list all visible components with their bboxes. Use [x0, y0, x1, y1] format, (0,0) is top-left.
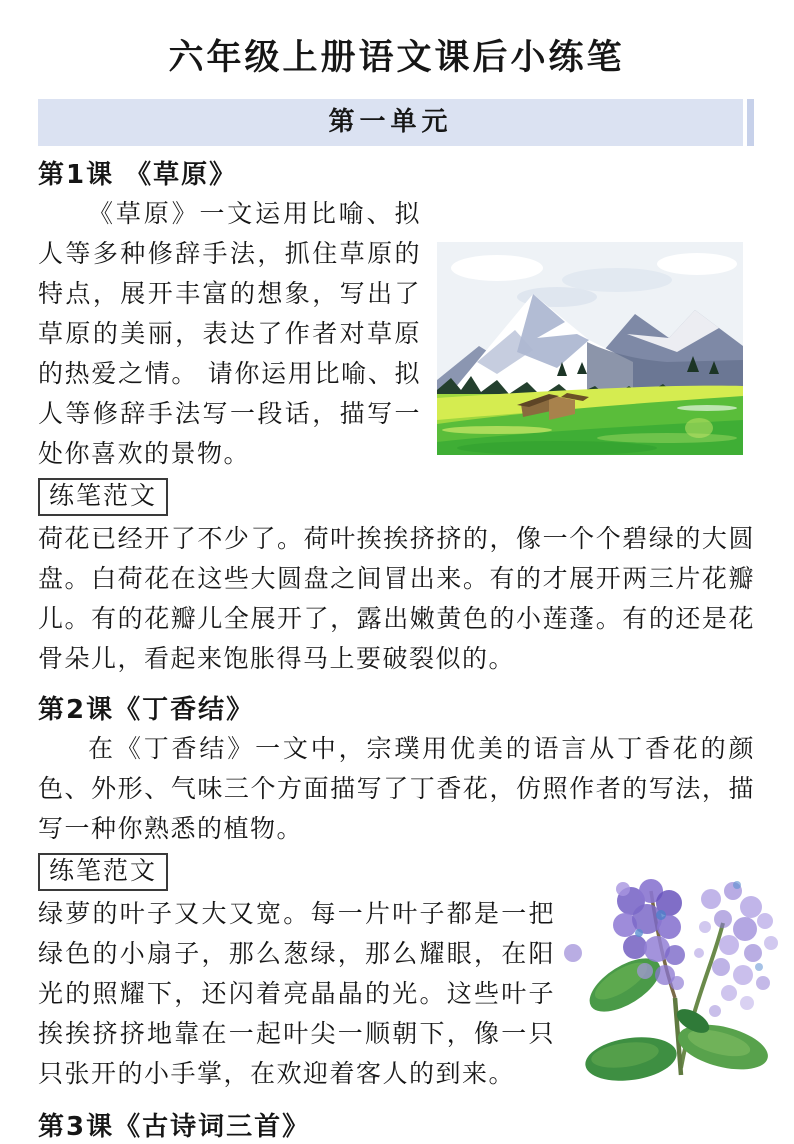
lesson3-heading: 第3课《古诗词三首》	[38, 1112, 311, 1142]
lesson2-sample-label: 练笔范文	[38, 853, 168, 891]
lesson2-intro: 在《丁香结》一文中，宗璞用优美的语言从丁香花的颜色、外形、气味三个方面描写了丁香花，仿照作者的写法，描写一种你熟悉的植物。	[38, 734, 755, 843]
grassland-illustration	[437, 242, 743, 455]
lesson1-sample-text: 荷花已经开了不少了。荷叶挨挨挤挤的，像一个个碧绿的大圆盘。白荷花在这些大圆盘之间冒出来。有的才展开两三片花瓣儿。有的花瓣儿全展开了，露出嫩黄色的小莲蓬。有的还是花骨朵儿，看起来饱胀得马上要破裂似的。	[38, 524, 755, 673]
lesson2-sample-label-row	[38, 853, 755, 892]
lesson1-intro-text: 《草原》一文运用比喻、拟人等多种修辞手法，抓住草原的特点，展开丰富的想象，写出了草原的美丽，表达了作者对草原的热爱之情。 请你运用比喻、拟人等修辞手法写一段话，描写一处你喜欢的景物。	[38, 199, 421, 468]
lesson1-heading: 第1课 《草原》	[38, 160, 238, 190]
unit-banner	[38, 99, 743, 146]
lilac-flowers-svg	[573, 863, 788, 1093]
unit-banner-label: 第一单元	[328, 107, 453, 137]
lesson1-sample-label-row	[38, 478, 755, 517]
lesson2-sample-text: 绿萝的叶子又大又宽。每一片叶子都是一把绿色的小扇子，那么葱绿，那么耀眼，在阳光的照耀下，还闪着亮晶晶的光。这些叶子挨挨挤挤地靠在一起叶尖一顺朝下，像一只只张开的小手掌，在欢迎着客人的到来。	[38, 899, 555, 1088]
lesson1-intro	[38, 194, 755, 474]
lilac-illustration	[573, 863, 788, 1093]
banner-edge-stripe	[747, 99, 754, 146]
lesson2-heading: 第2课《丁香结》	[38, 695, 255, 725]
page-title: 六年级上册语文课后小练笔	[168, 38, 625, 78]
grassland-mountains-svg	[437, 242, 743, 455]
lesson1-sample-label: 练笔范文	[38, 478, 168, 516]
